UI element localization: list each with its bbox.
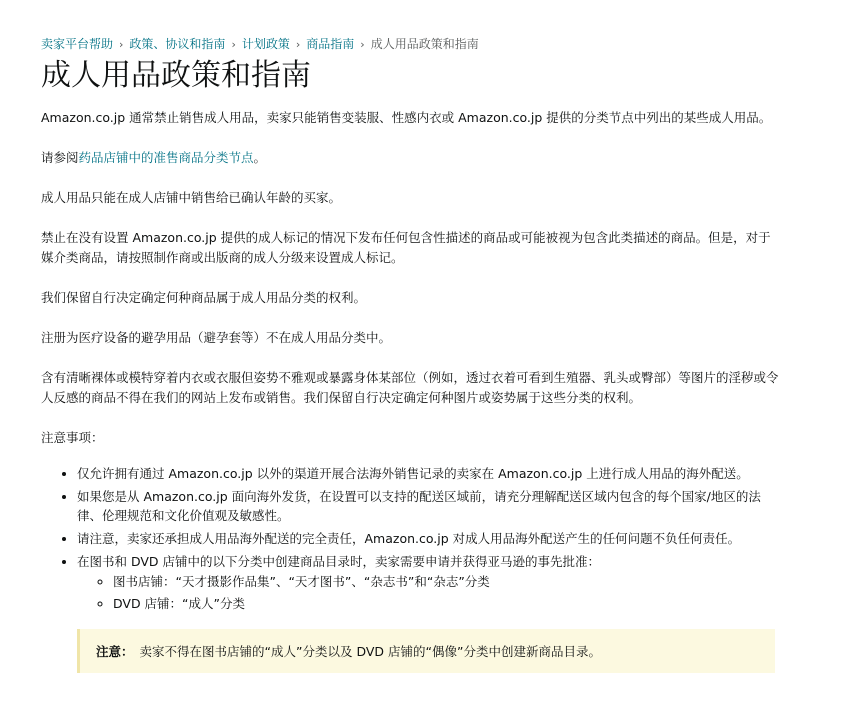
main-content <box>41 35 781 673</box>
sub-list-item: ◦ DVD 店铺：“成人”分类 <box>113 593 781 615</box>
list-item-text: 在图书和 DVD 店铺中的以下分类中创建商品目录时，卖家需要申请并获得亚马逊的事先批准： <box>77 554 601 569</box>
list-item <box>77 552 781 615</box>
notes-list <box>41 464 781 615</box>
list-item: • 如果您是从 Amazon.co.jp 面向海外发货，在设置可以支持的配送区域前，请充分理解配送区域内包含的每个国家/地区的法律、伦理规范和文化价值观及敏感性。 <box>77 487 781 525</box>
approved-categories-link[interactable]: 药品店铺中的准售商品分类节点 <box>78 150 254 165</box>
reference-suffix: 。 <box>253 150 267 165</box>
notes-heading: 注意事项： <box>41 430 104 445</box>
paragraph-reference <box>41 148 781 168</box>
paragraph-adult-flag: 禁止在没有设置 Amazon.co.jp 提供的成人标记的情况下发布任何包含性描述的商品或可能被视为包含此类描述的商品。但是，对于媒介类商品，请按照制作商或出版商的成人分级来设置成人标记。 <box>41 230 771 265</box>
breadcrumb-current: 成人用品政策和指南 <box>370 37 479 51</box>
list-item: • 仅允许拥有通过 Amazon.co.jp 以外的渠道开展合法海外销售记录的卖家在 Amazon.co.jp 上进行成人用品的海外配送。 <box>77 464 781 483</box>
paragraph-medical-devices: 注册为医疗设备的避孕用品（避孕套等）不在成人用品分类中。 <box>41 330 392 345</box>
paragraph-age-verified: 成人用品只能在成人店铺中销售给已确认年龄的买家。 <box>41 190 342 205</box>
paragraph-obscene-images: 含有清晰裸体或模特穿着内衣或衣服但姿势不雅观或暴露身体某部位（例如，透过衣着可看到生殖器、乳头或臀部）等图片的淫秽或令人反感的商品不得在我们的网站上发布或销售。我们保留自行决定确定何种图片或姿势属于这些分类的权利。 <box>41 370 779 405</box>
breadcrumb-link-policies[interactable]: 政策、协议和指南 <box>129 37 226 51</box>
breadcrumb <box>41 35 781 54</box>
sub-list-item: ◦ 图书店铺：“天才摄影作品集”、“天才图书”、“杂志书”和“杂志”分类 <box>113 571 781 593</box>
alert-text: 卖家不得在图书店铺的“成人”分类以及 DVD 店铺的“偶像”分类中创建新商品目录。 <box>139 644 601 659</box>
paragraph-reserve-right: 我们保留自行决定确定何种商品属于成人用品分类的权利。 <box>41 290 367 305</box>
sub-notes-list <box>77 571 781 615</box>
breadcrumb-link-seller-help[interactable]: 卖家平台帮助 <box>41 37 114 51</box>
chevron-right-icon: › <box>119 38 124 51</box>
breadcrumb-link-program-policies[interactable]: 计划政策 <box>241 37 290 51</box>
breadcrumb-link-product-guidelines[interactable]: 商品指南 <box>306 37 355 51</box>
notice-alert <box>77 629 775 673</box>
chevron-right-icon: › <box>231 38 236 51</box>
chevron-right-icon: › <box>295 38 301 51</box>
alert-label: 注意： <box>96 644 134 659</box>
reference-prefix: 请参阅 <box>41 150 79 165</box>
paragraph-intro: Amazon.co.jp 通常禁止销售成人用品，卖家只能销售变装服、性感内衣或 Amazon.co.jp 提供的分类节点中列出的某些成人用品。 <box>41 110 772 125</box>
chevron-right-icon: › <box>360 38 365 51</box>
page-title: 成人用品政策和指南 <box>41 58 311 93</box>
list-item: • 请注意，卖家还承担成人用品海外配送的完全责任，Amazon.co.jp 对成人用品海外配送产生的任何问题不负任何责任。 <box>77 529 781 548</box>
